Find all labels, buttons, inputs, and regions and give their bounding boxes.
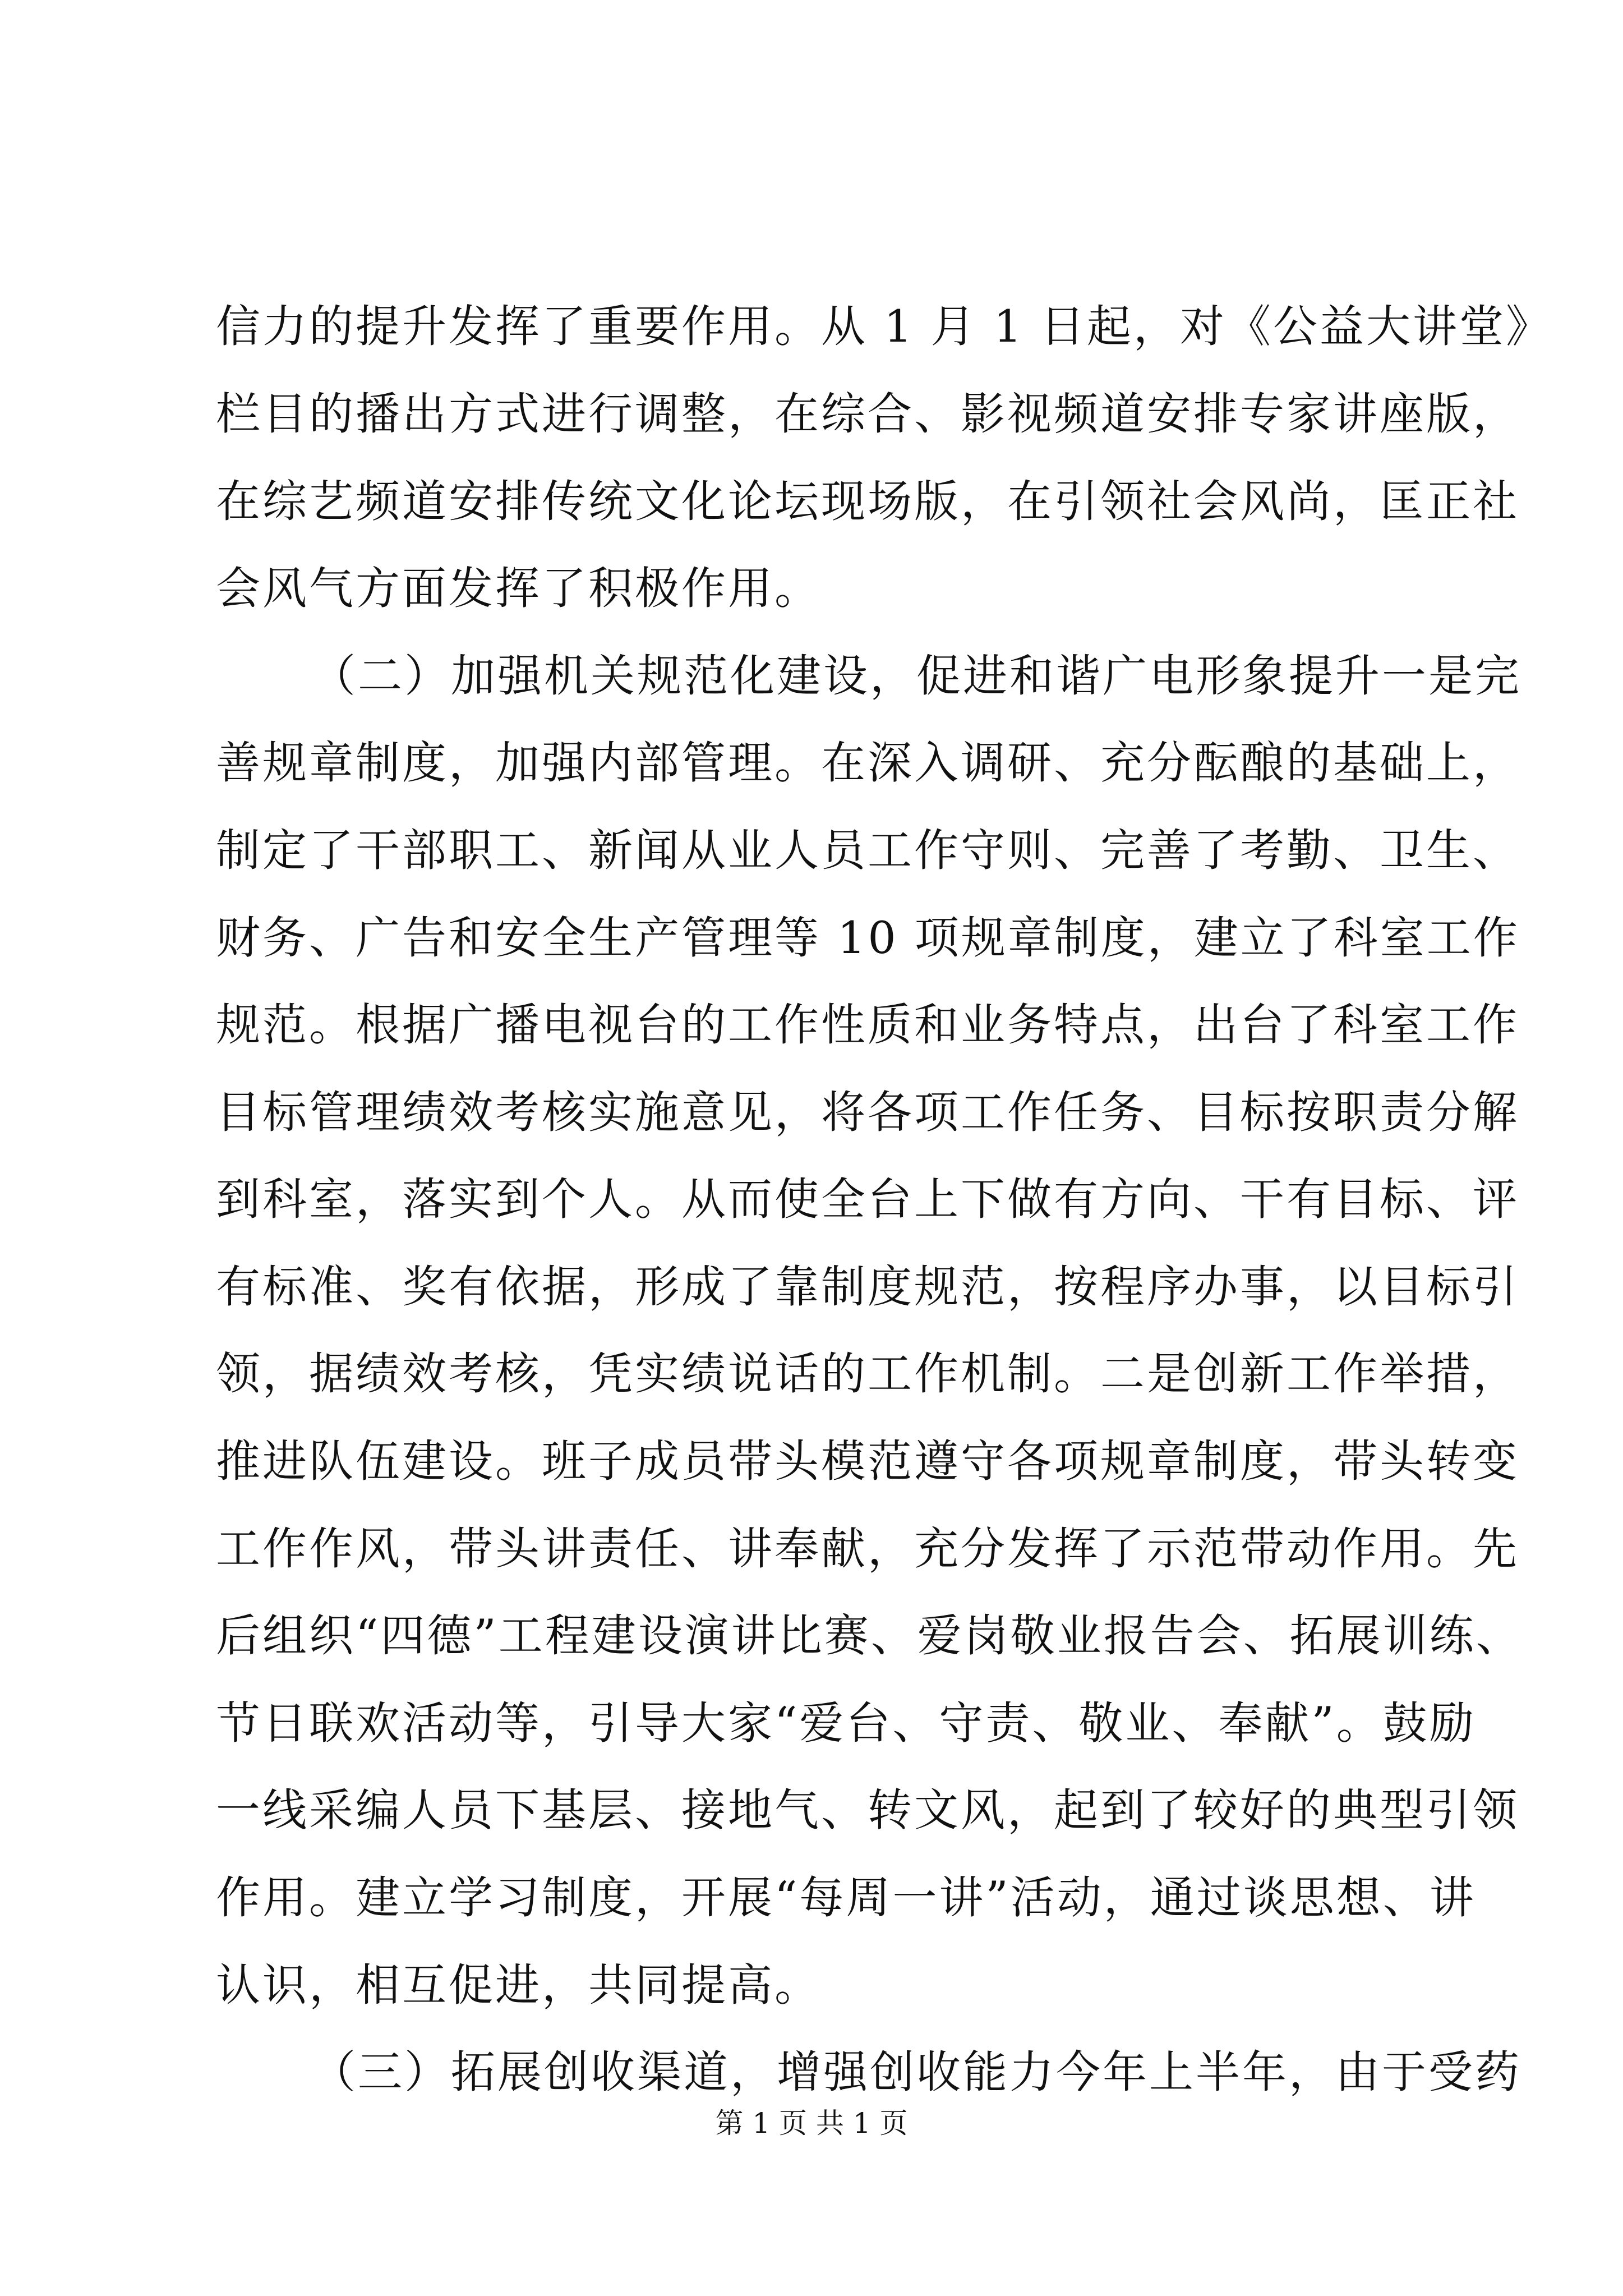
paragraph-line: 规范。根据广播电视台的工作性质和业务特点，出台了科室工作	[216, 999, 1519, 1051]
paragraph-line: 财务、广告和安全生产管理等 10 项规章制度，建立了科室工作	[216, 912, 1520, 964]
paragraph-line: 栏目的播出方式进行调整，在综合、影视频道安排专家讲座版，	[216, 388, 1519, 440]
paragraph-line: 工作作风，带头讲责任、讲奉献，充分发挥了示范带动作用。先	[216, 1523, 1519, 1575]
paragraph-line: 制定了干部职工、新闻从业人员工作守则、完善了考勤、卫生、	[216, 825, 1519, 876]
paragraph-line: 推进队伍建设。班子成员带头模范遵守各项规章制度，带头转变	[216, 1435, 1519, 1487]
paragraph-line: 善规章制度，加强内部管理。在深入调研、充分酝酿的基础上，	[216, 737, 1519, 789]
paragraph-line: （二）加强机关规范化建设，促进和谐广电形象提升一是完	[311, 650, 1521, 702]
paragraph-line: 有标准、奖有依据，形成了靠制度规范，按程序办事，以目标引	[216, 1261, 1519, 1313]
paragraph-line: 作用。建立学习制度，开展“每周一讲”活动，通过谈思想、讲	[216, 1872, 1476, 1924]
paragraph-line: 目标管理绩效考核实施意见，将各项工作任务、目标按职责分解	[216, 1087, 1519, 1138]
paragraph-line: （三）拓展创收渠道，增强创收能力今年上半年，由于受药	[311, 2046, 1521, 2098]
paragraph-line: 信力的提升发挥了重要作用。从 1 月 1 日起，对《公益大讲堂》	[216, 301, 1552, 352]
paragraph-line: 会风气方面发挥了积极作用。	[216, 563, 821, 614]
paragraph-line: 在综艺频道安排传统文化论坛现场版，在引领社会风尚，匡正社	[216, 476, 1519, 527]
paragraph-line: 认识，相互促进，共同提高。	[216, 1959, 821, 2011]
paragraph-line: 后组织“四德”工程建设演讲比赛、爱岗敬业报告会、拓展训练、	[216, 1610, 1523, 1662]
page-footer: 第 1 页 共 1 页	[715, 2107, 908, 2139]
paragraph-line: 一线采编人员下基层、接地气、转文风，起到了较好的典型引领	[216, 1784, 1519, 1836]
paragraph-line: 到科室，落实到个人。从而使全台上下做有方向、干有目标、评	[216, 1174, 1519, 1225]
paragraph-line: 领，据绩效考核，凭实绩说话的工作机制。二是创新工作举措，	[216, 1348, 1519, 1400]
paragraph-line: 节日联欢活动等，引导大家“爱台、守责、敬业、奉献”。鼓励	[216, 1697, 1476, 1749]
